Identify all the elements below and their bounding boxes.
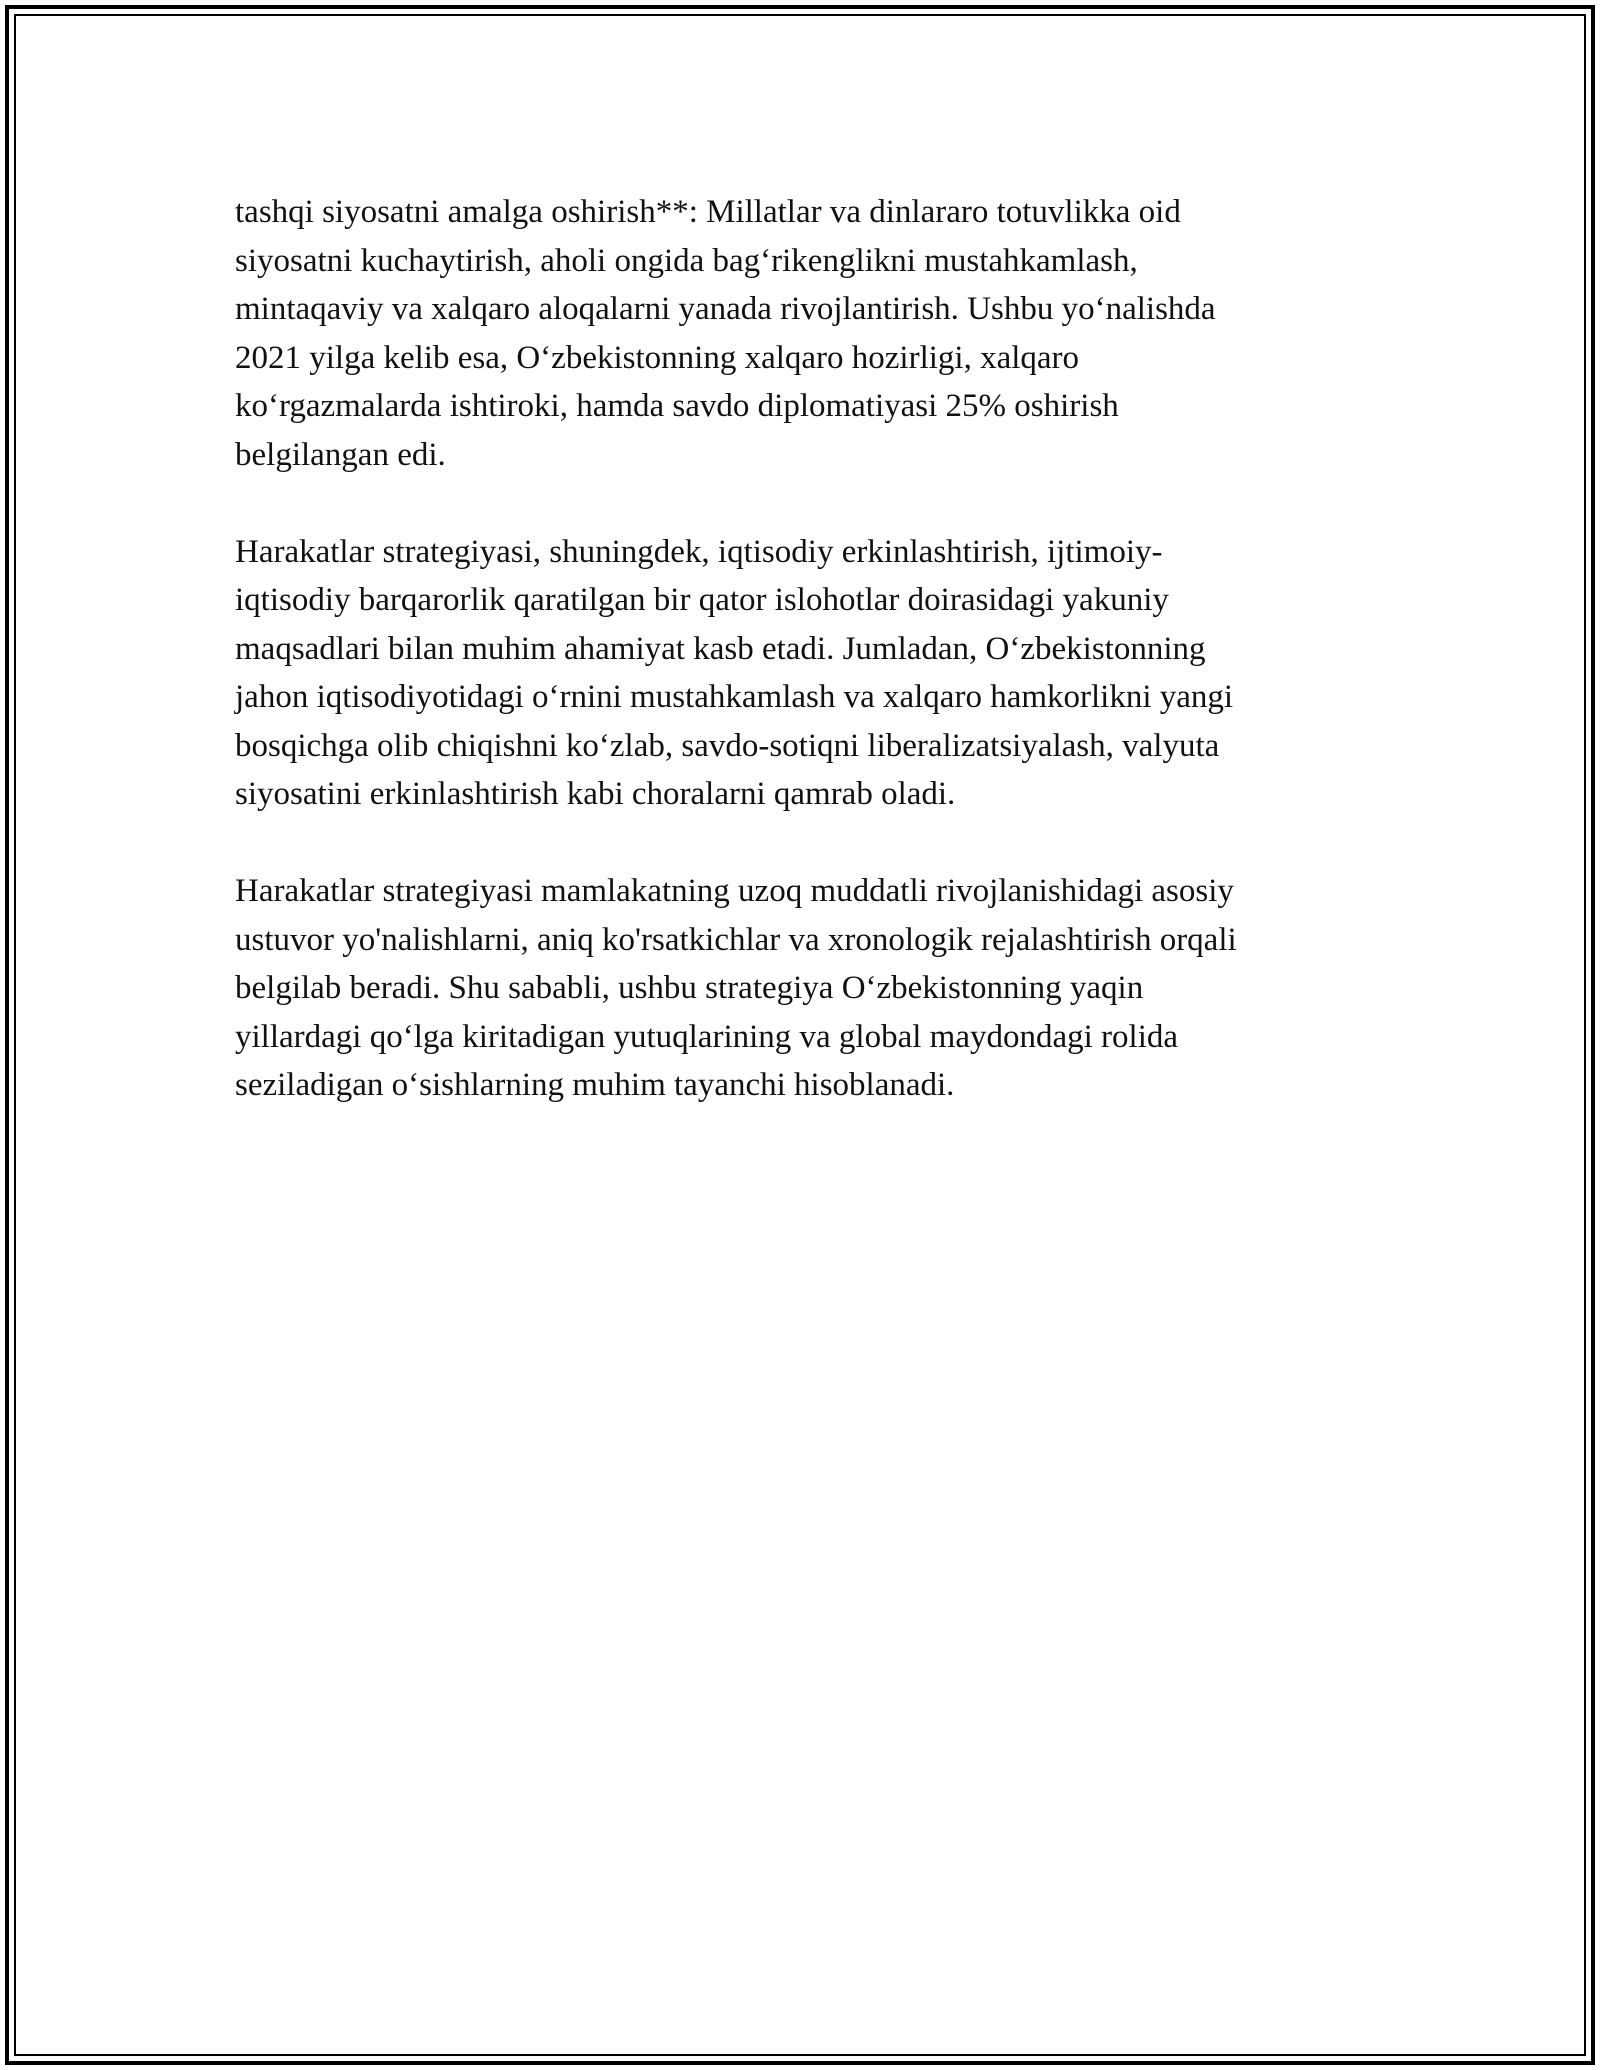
paragraph-3: Harakatlar strategiyasi mamlakatning uzoq muddatli rivojlanishidagi asosiy ustuvor yo'nalishlarni, aniq ko'rsatkichlar va xronologik rejalashtirish orqali belgilab beradi. Shu sababli, ushbu strategiya O‘zbekistonning yaqin yillardagi qo‘lga kiritadigan yutuqlarining va global maydondagi rolida seziladigan o‘sishlarning muhim tayanchi hisoblanadi. — [235, 873, 1237, 1103]
paragraph-1: tashqi siyosatni amalga oshirish**: Millatlar va dinlararo totuvlikka oid siyosatni kuchaytirish, aholi ongida bag‘rikenglikni mustahkamlash, mintaqaviy va xalqaro aloqalarni yanada rivojlantirish. Ushbu yo‘nalishda 2021 yilga kelib esa, O‘zbekistonning xalqaro hozirligi, xalqaro ko‘rgazmalarda ishtiroki, hamda savdo diplomatiyasi 25% oshirish belgilangan edi. — [235, 194, 1216, 473]
paragraph-2: Harakatlar strategiyasi, shuningdek, iqtisodiy erkinlashtirish, ijtimoiy- iqtisodiy barqarorlik qaratilgan bir qator islohotlar doirasidagi yakuniy maqsadlari bilan muhim ahamiyat kasb etadi. Jumladan, O‘zbekistonning jahon iqtisodiyotidagi o‘rnini mustahkamlash va xalqaro hamkorlikni yangi bosqichga olib chiqishni ko‘zlab, savdo-sotiqni liberalizatsiyalash, valyuta siyosatini erkinlashtirish kabi choralarni qamrab oladi. — [235, 533, 1234, 812]
document-body — [235, 188, 1385, 1158]
